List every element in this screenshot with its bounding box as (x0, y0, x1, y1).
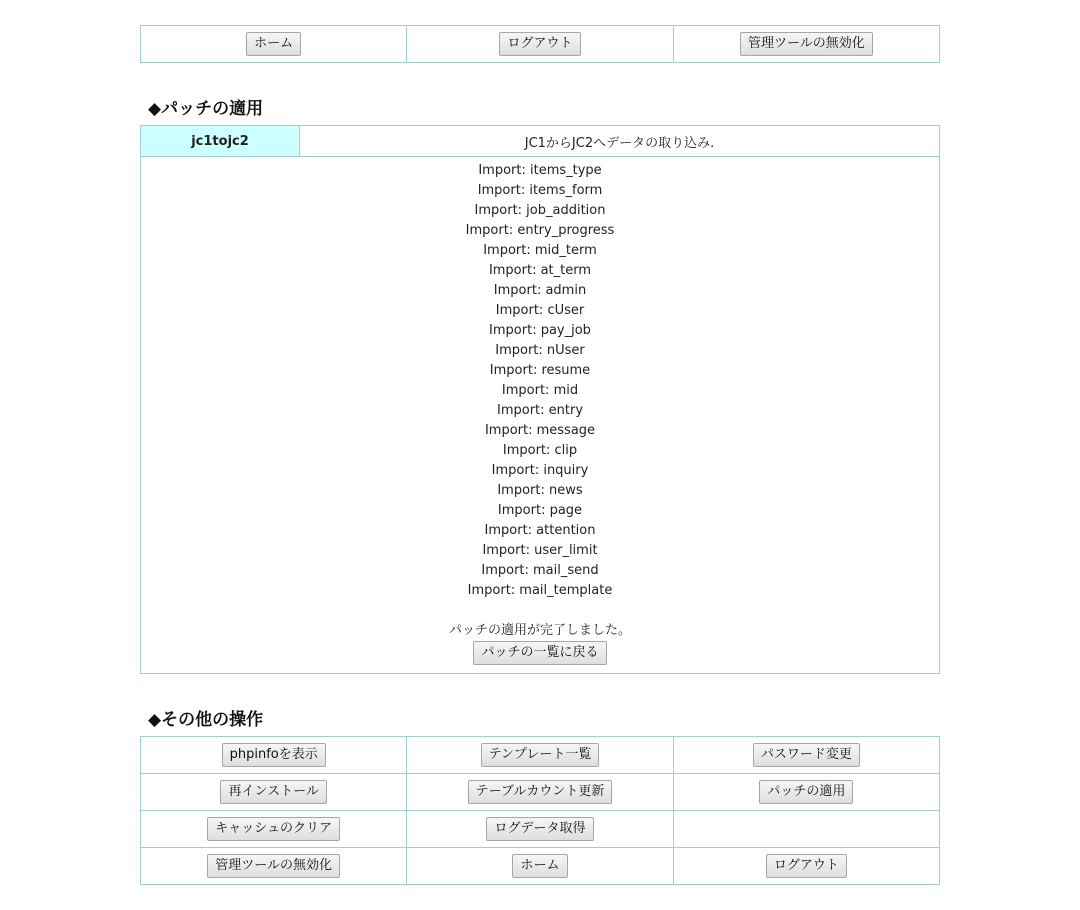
clear-cache-button[interactable]: キャッシュのクリア (207, 817, 340, 841)
ops-cell (407, 811, 673, 848)
other-operations (140, 736, 940, 885)
log-line: Import: entry_progress (465, 223, 615, 238)
reinstall-button[interactable]: 再インストール (220, 780, 326, 804)
log-line: Import: entry (496, 403, 584, 418)
log-line: Import: mid_term (483, 243, 597, 258)
patch-section-heading: ◆パッチの適用 (148, 99, 264, 119)
log-line: Import: admin (493, 283, 587, 298)
patch-description: JC1からJC2へデータの取り込み. (300, 126, 940, 157)
log-line: Import: mail_template (467, 583, 613, 598)
disable-admin-tool-button[interactable]: 管理ツールの無効化 (740, 32, 873, 56)
log-line: Import: user_limit (482, 543, 598, 558)
phpinfo-button[interactable]: phpinfoを表示 (222, 743, 326, 767)
nav-cell-home (141, 26, 407, 63)
log-line: Import: mid (501, 383, 579, 398)
top-nav (140, 25, 940, 63)
home-button[interactable]: ホーム (246, 32, 301, 56)
nav-cell-logout (407, 26, 673, 63)
operations-table (140, 736, 940, 885)
change-password-button[interactable]: パスワード変更 (753, 743, 860, 767)
template-list-button[interactable]: テンプレート一覧 (481, 743, 600, 767)
get-log-data-button[interactable]: ログデータ取得 (486, 817, 593, 841)
log-line: Import: clip (502, 443, 578, 458)
ops-cell (407, 737, 673, 774)
patch-name: jc1tojc2 (141, 126, 300, 157)
log-line: Import: job_addition (474, 203, 606, 218)
complete-message: パッチの適用が完了しました。 (448, 623, 631, 638)
ops-cell (141, 848, 407, 885)
log-line: Import: items_type (478, 163, 602, 178)
ops-cell (407, 774, 673, 811)
update-table-count-button[interactable]: テーブルカウント更新 (468, 780, 613, 804)
log-line: Import: at_term (488, 263, 592, 278)
home-button[interactable]: ホーム (512, 854, 567, 878)
ops-cell (407, 848, 673, 885)
import-log (141, 157, 940, 674)
apply-patch-button[interactable]: パッチの適用 (759, 780, 853, 804)
log-line: Import: page (497, 503, 583, 518)
log-line: Import: pay_job (489, 323, 591, 338)
log-line: Import: items_form (477, 183, 603, 198)
log-line: Import: message (484, 423, 596, 438)
top-nav-table (140, 25, 940, 63)
ops-cell (141, 737, 407, 774)
patch-panel (140, 125, 940, 674)
patch-table (140, 125, 940, 674)
ops-cell (141, 811, 407, 848)
ops-cell (673, 848, 939, 885)
log-line: Import: attention (484, 523, 596, 538)
nav-cell-disable (673, 26, 939, 63)
log-line: Import: inquiry (491, 463, 589, 478)
other-section-heading: ◆その他の操作 (148, 710, 264, 730)
disable-admin-tool-button[interactable]: 管理ツールの無効化 (207, 854, 340, 878)
log-line: Import: news (497, 483, 583, 498)
ops-cell (673, 774, 939, 811)
ops-cell (673, 737, 939, 774)
log-line: Import: cUser (495, 303, 585, 318)
log-line: Import: mail_send (481, 563, 599, 578)
ops-cell (141, 774, 407, 811)
ops-cell-empty (673, 811, 939, 848)
log-line: Import: nUser (495, 343, 585, 358)
log-line: Import: resume (489, 363, 591, 378)
back-to-patch-list-button[interactable]: パッチの一覧に戻る (473, 641, 606, 665)
logout-button[interactable]: ログアウト (766, 854, 847, 878)
logout-button[interactable]: ログアウト (499, 32, 580, 56)
